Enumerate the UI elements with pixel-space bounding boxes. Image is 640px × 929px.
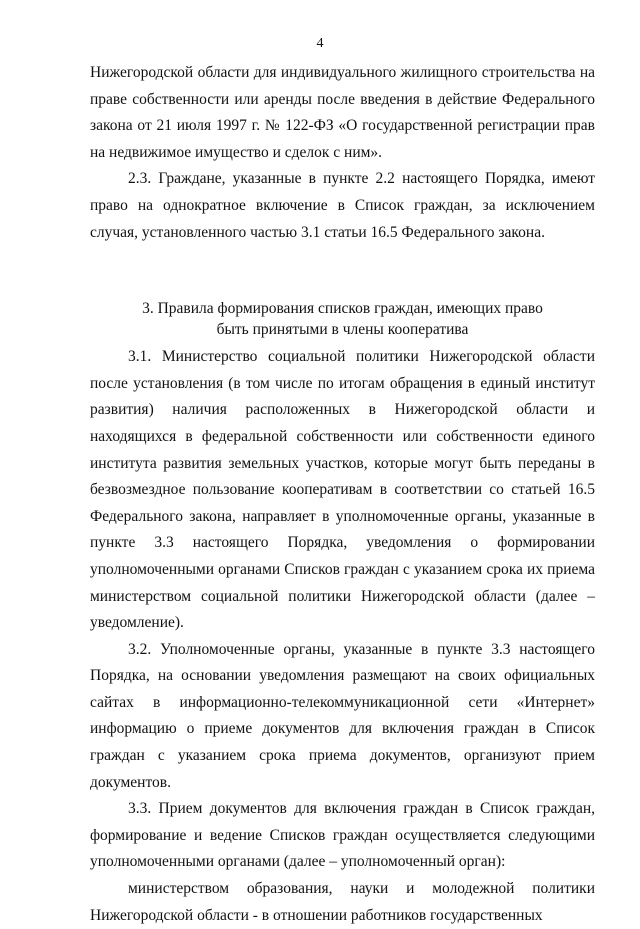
paragraph-3-1: 3.1. Министерство социальной политики Нижегородской области после установления (в том числе по итогам обращения в единый институт развития) наличия расположенных в Нижегородской области и находящихся в федеральной собственности или собственности единого института развития земельных участков, которые могут быть переданы в безвозмездное пользование кооперативам в соответствии со статьей 16.5 Федерального закона, направляет в уполномоченные органы, указанные в пункте 3.3 настоящего Порядка, уведомления о формировании уполномоченными органами Списков граждан с указанием срока их приема министерством социальной политики Нижегородской области (далее – уведомление).	[90, 348, 595, 632]
paragraph-continuation: Нижегородской области для индивидуального жилищного строительства на праве собственности или аренды после введения в действие Федерального закона от 21 июля 1997 г. № 122-ФЗ «О государственной регистрации прав на недвижимое имущество и сделок с ним».	[90, 64, 595, 161]
paragraph-3-3: 3.3. Прием документов для включения граждан в Список граждан, формирование и ведение Списков граждан осуществляется следующими уполномоченными органами (далее – уполномоченный орган):	[90, 800, 595, 871]
page-number: 4	[316, 36, 324, 51]
document-body	[90, 60, 595, 929]
spacer	[90, 246, 595, 272]
paragraph-ministry-education: министерством образования, науки и молодежной политики Нижегородской области - в отношении работников государственных	[90, 880, 595, 924]
paragraph-3-2: 3.2. Уполномоченные органы, указанные в пункте 3.3 настоящего Порядка, на основании уведомления размещают на своих официальных сайтах в информационно-телекоммуникационной сети «Интернет» информацию о приеме документов для включения граждан в Список граждан с указанием срока приема документов, организуют прием документов.	[90, 640, 595, 791]
section-heading: 3. Правила формирования списков граждан, имеющих право быть принятыми в члены кооператива	[142, 300, 543, 339]
paragraph-2-3: 2.3. Граждане, указанные в пункте 2.2 настоящего Порядка, имеют право на однократное включение в Список граждан, за исключением случая, установленного частью 3.1 статьи 16.5 Федерального закона.	[90, 170, 595, 241]
